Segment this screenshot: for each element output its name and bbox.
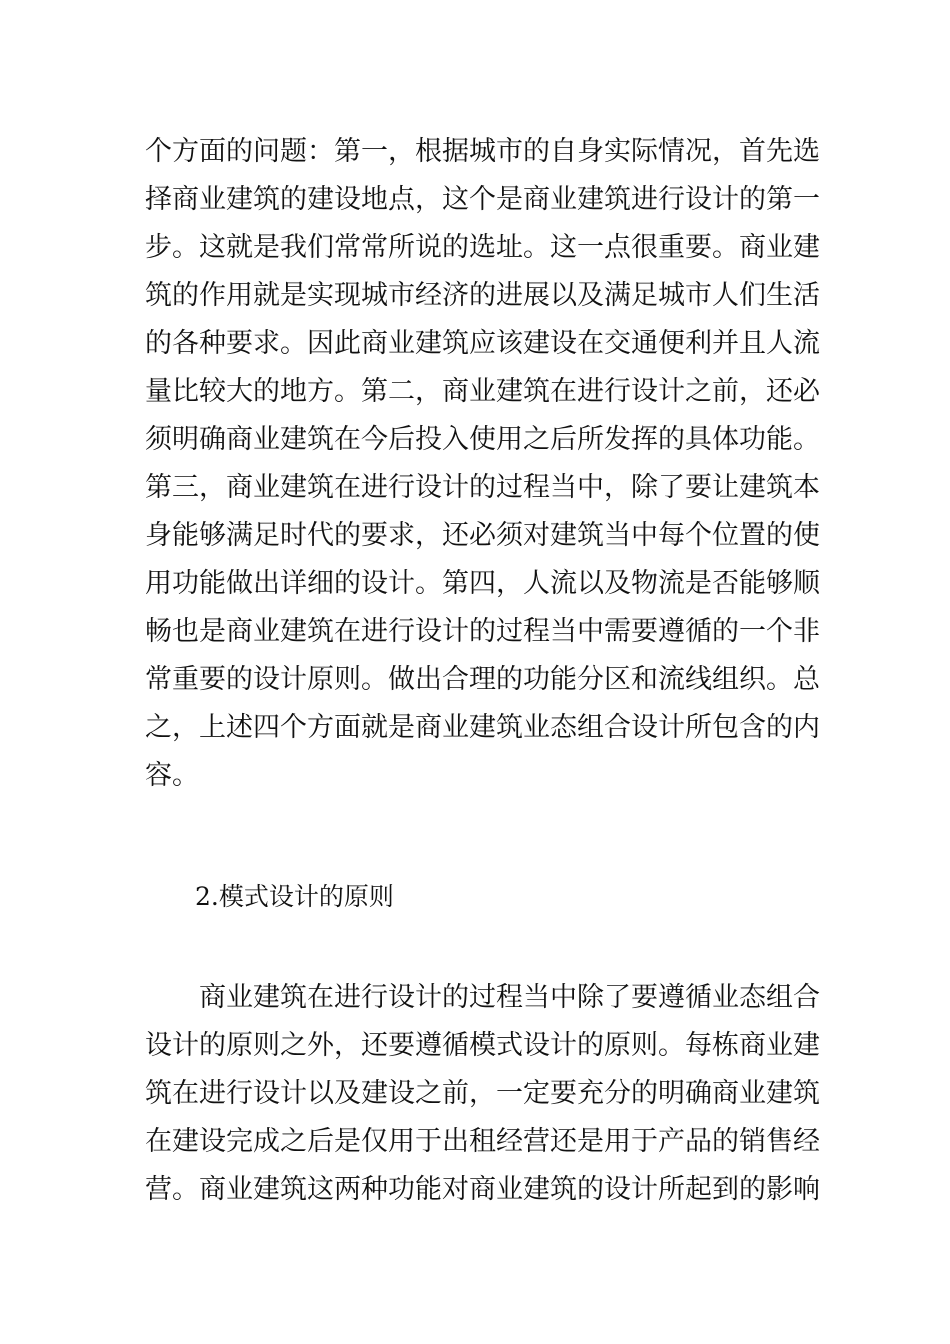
paragraph-line: 常重要的设计原则。做出合理的功能分区和流线组织。总 bbox=[145, 664, 820, 695]
paragraph-line: 之，上述四个方面就是商业建筑业态组合设计所包含的内 bbox=[145, 712, 820, 743]
paragraph-line: 择商业建筑的建设地点，这个是商业建筑进行设计的第一 bbox=[145, 184, 820, 215]
paragraph-line: 个方面的问题：第一，根据城市的自身实际情况，首先选 bbox=[145, 136, 820, 167]
paragraph-line: 畅也是商业建筑在进行设计的过程当中需要遵循的一个非 bbox=[145, 616, 820, 647]
paragraph-line: 设计的原则之外，还要遵循模式设计的原则。每栋商业建 bbox=[145, 1030, 820, 1061]
paragraph-line: 商业建筑在进行设计的过程当中除了要遵循业态组合 bbox=[199, 982, 820, 1013]
paragraph-line: 筑在进行设计以及建设之前，一定要充分的明确商业建筑 bbox=[145, 1078, 820, 1109]
paragraph-line: 的各种要求。因此商业建筑应该建设在交通便利并且人流 bbox=[145, 328, 820, 359]
section-heading: 2.模式设计的原则 bbox=[195, 882, 394, 911]
paragraph-line: 步。这就是我们常常所说的选址。这一点很重要。商业建 bbox=[145, 232, 820, 263]
paragraph-line: 第三，商业建筑在进行设计的过程当中，除了要让建筑本 bbox=[145, 472, 820, 503]
paragraph-line: 须明确商业建筑在今后投入使用之后所发挥的具体功能。 bbox=[145, 424, 820, 455]
paragraph-line: 身能够满足时代的要求，还必须对建筑当中每个位置的使 bbox=[145, 520, 820, 551]
paragraph-line: 筑的作用就是实现城市经济的进展以及满足城市人们生活 bbox=[145, 280, 820, 311]
paragraph-line: 营。商业建筑这两种功能对商业建筑的设计所起到的影响 bbox=[145, 1174, 820, 1205]
paragraph-line: 用功能做出详细的设计。第四，人流以及物流是否能够顺 bbox=[145, 568, 820, 599]
paragraph-line: 量比较大的地方。第二，商业建筑在进行设计之前，还必 bbox=[145, 376, 820, 407]
paragraph-line: 容。 bbox=[145, 760, 199, 791]
paragraph-line: 在建设完成之后是仅用于出租经营还是用于产品的销售经 bbox=[145, 1126, 820, 1157]
